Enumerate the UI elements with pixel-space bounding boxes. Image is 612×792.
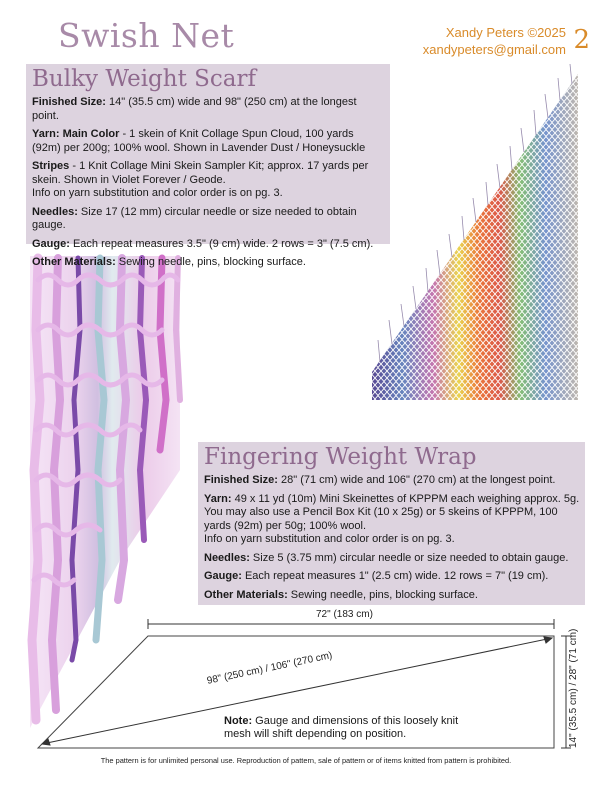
page-number: 2	[573, 25, 590, 55]
fingering-yarn: Yarn: 49 x 11 yd (10m) Mini Skeinettes of KPPPM each weighing approx. 5g. You may also use a Pencil Box Kit (10 x 25g) or 5 skeins of KPPPM, 100 yards (92m) per 50g; 100% wool.	[204, 492, 580, 532]
side-dimension-label: 14" (35.5 cm) / 28" (71 cm)	[568, 628, 579, 748]
fingering-yarn-info: Info on yarn substitution and color order is on pg. 3.	[204, 533, 455, 545]
fingering-needles: Needles: Size 5 (3.75 mm) circular needle or size needed to obtain gauge.	[204, 551, 569, 564]
page-title: Swish Net	[58, 16, 235, 55]
bulky-heading: Bulky Weight Scarf	[32, 66, 256, 92]
bulky-scarf-photo	[30, 256, 180, 728]
fingering-materials: Other Materials: Sewing needle, pins, blocking surface.	[204, 588, 478, 601]
bulky-materials: Other Materials: Sewing needle, pins, blocking surface.	[32, 256, 306, 268]
author-name: Xandy Peters ©2025	[445, 25, 566, 40]
diagonal-dimension-label: 98" (250 cm) / 106" (270 cm)	[206, 650, 334, 687]
bulky-stripes: Stripes - 1 Knit Collage Mini Skein Sampler Kit; approx. 17 yards per skein. Shown in Violet Forever / Geode.	[32, 160, 369, 186]
fingering-finished-size: Finished Size: 28" (71 cm) wide and 106" (270 cm) at the longest point.	[204, 474, 556, 486]
bulky-yarn: Yarn: Main Color - 1 skein of Knit Collage Spun Cloud, 100 yards (92m) per 200g; 100% wool. Shown in Lavender Dust / Honeysuckle	[32, 128, 366, 154]
fingering-gauge: Gauge: Each repeat measures 1" (2.5 cm) wide. 12 rows = 7" (19 cm).	[204, 570, 549, 582]
bulky-yarn-info: Info on yarn substitution and color order is on pg. 3.	[32, 187, 283, 199]
bulky-scarf-box	[26, 64, 390, 268]
fingering-heading: Fingering Weight Wrap	[204, 444, 477, 470]
bulky-gauge: Gauge: Each repeat measures 3.5" (9 cm) wide. 2 rows = 3" (7.5 cm).	[32, 237, 374, 250]
bulky-needles: Needles: Size 17 (12 mm) circular needle or size needed to obtain gauge.	[32, 205, 357, 231]
top-dimension-label: 72" (183 cm)	[316, 609, 373, 620]
footer-notice: The pattern is for unlimited personal use. Reproduction of pattern, sale of pattern or of items knitted from pattern is prohibited.	[100, 756, 512, 765]
author-email[interactable]: xandypeters@gmail.com	[422, 42, 566, 57]
fingering-wrap-box	[198, 442, 585, 605]
gauge-note: Note: Gauge and dimensions of this loosely knit mesh will shift depending on position.	[224, 715, 459, 740]
fingering-wrap-photo	[372, 64, 578, 400]
bulky-finished-size: Finished Size: 14" (35.5 cm) wide and 98" (250 cm) at the longest point.	[32, 96, 357, 122]
